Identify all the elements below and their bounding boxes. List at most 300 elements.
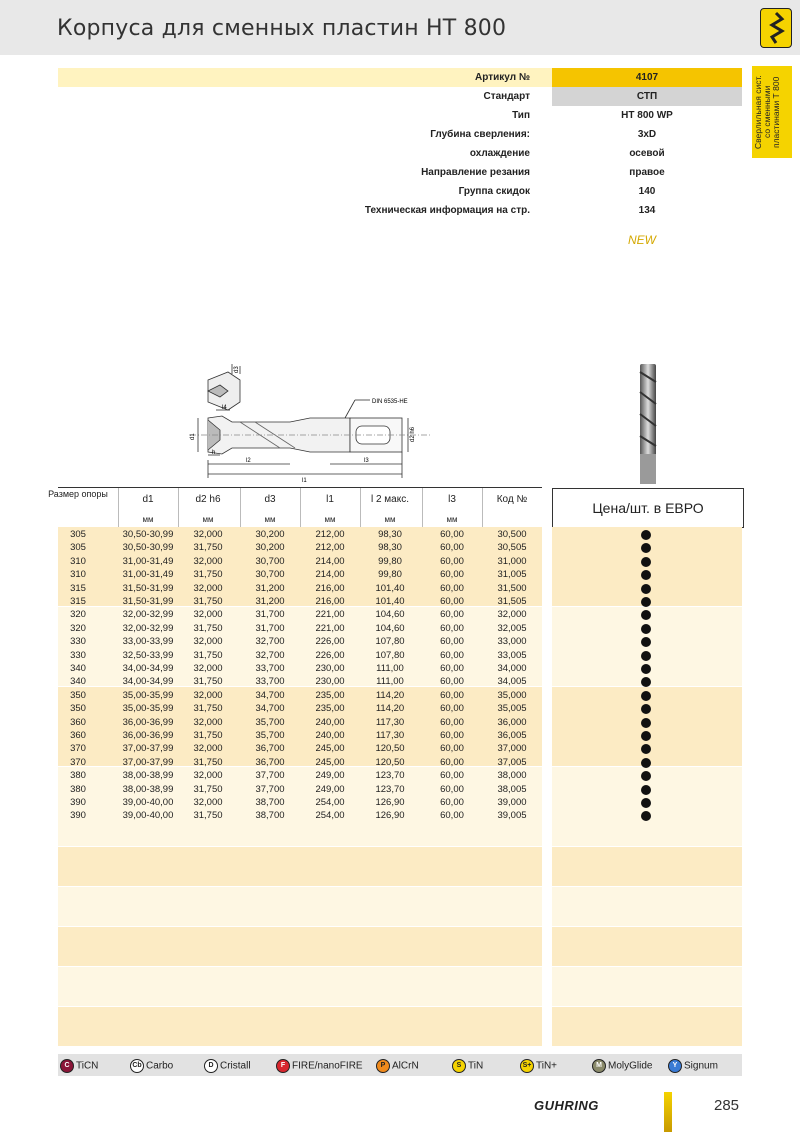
table-cell: 60,00 (440, 770, 464, 782)
availability-dot-icon (641, 530, 651, 540)
coating-symbol-icon: Y (668, 1059, 682, 1073)
table-cell: 315 (70, 582, 86, 594)
table-cell: 107,80 (375, 649, 405, 661)
table-cell: 60,00 (440, 622, 464, 634)
coating-item (376, 1059, 419, 1073)
table-row (58, 595, 542, 608)
table-cell: 126,90 (375, 810, 405, 822)
drill-photo-icon (628, 358, 668, 488)
table-cell: 214,00 (315, 555, 345, 567)
table-cell: 60,00 (440, 716, 464, 728)
table-cell: 330 (70, 636, 86, 648)
table-cell: 31,200 (255, 582, 285, 594)
dim-h: h (212, 450, 216, 456)
column-divider (118, 488, 119, 528)
coating-label: Carbo (146, 1060, 174, 1072)
spec-row (58, 106, 742, 125)
table-cell: 32,000 (193, 770, 223, 782)
table-cell: 120,50 (375, 756, 405, 768)
table-cell: 33,700 (255, 676, 285, 688)
coating-item (668, 1059, 718, 1073)
table-cell: 315 (70, 596, 86, 607)
table-row (58, 783, 542, 796)
table-cell: 30,700 (255, 569, 285, 581)
table-cell: 221,00 (315, 622, 345, 634)
table-cell: 31,750 (193, 542, 223, 554)
table-cell: 32,000 (193, 529, 223, 540)
column-header: d3 (264, 494, 276, 505)
table-cell: 98,30 (378, 529, 402, 540)
table-cell: 320 (70, 609, 86, 621)
spec-label: Группа скидок (458, 186, 530, 197)
table-cell: 114,20 (375, 703, 405, 715)
coating-item (204, 1059, 251, 1073)
side-tab-label: Сверлильная сист. со сменными пластинами Т 800 (753, 75, 781, 149)
table-cell: 38,700 (255, 797, 285, 808)
table-cell: 370 (70, 756, 86, 768)
column-unit: мм (264, 515, 276, 524)
table-cell: 60,00 (440, 542, 464, 554)
coating-label: TiCN (76, 1060, 99, 1072)
column-header: d1 (142, 494, 154, 505)
table-cell: 32,000 (497, 609, 527, 621)
table-row (58, 809, 542, 822)
table-cell: 37,700 (255, 783, 285, 795)
page-title: Корпуса для сменных пластин HT 800 (57, 16, 507, 41)
column-header: l1 (326, 494, 334, 505)
availability-dot-icon (641, 584, 651, 594)
table-cell: 221,00 (315, 609, 345, 621)
coating-item (60, 1059, 98, 1073)
table-cell: 36,005 (497, 730, 527, 741)
table-cell: 101,40 (375, 596, 405, 607)
technical-drawing (180, 360, 440, 485)
table-cell: 32,000 (193, 663, 223, 674)
table-cell: 390 (70, 810, 86, 822)
table-cell: 32,000 (193, 743, 223, 755)
coating-label: Signum (684, 1060, 718, 1072)
table-cell: 31,700 (255, 609, 285, 621)
coating-symbol-icon: C (60, 1059, 74, 1073)
table-cell: 350 (70, 689, 86, 701)
table-cell: 31,000 (497, 555, 527, 567)
spec-row (58, 182, 742, 201)
dim-d2: d2 h6 (410, 426, 416, 442)
table-cell: 30,200 (255, 542, 285, 554)
table-row (58, 796, 542, 809)
row-band (552, 847, 742, 886)
table-cell: 60,00 (440, 797, 464, 808)
spec-row (58, 163, 742, 182)
table-cell: 30,50-30,99 (122, 542, 174, 554)
column-header: Код № (496, 494, 528, 505)
table-cell: 31,005 (497, 569, 527, 581)
table-cell: 32,000 (193, 582, 223, 594)
table-cell: 111,00 (376, 676, 404, 688)
table-cell: 30,50-30,99 (122, 529, 174, 540)
table-cell: 37,00-37,99 (122, 756, 174, 768)
dim-l2: l2 (246, 458, 251, 464)
table-cell: 240,00 (315, 730, 345, 741)
coating-label: TiN (468, 1060, 484, 1072)
column-divider (482, 488, 483, 528)
table-cell: 34,700 (255, 689, 285, 701)
table-cell: 32,700 (255, 649, 285, 661)
table-cell: 350 (70, 703, 86, 715)
dim-d1: d1 (190, 433, 196, 440)
table-cell: 99,80 (378, 555, 402, 567)
table-cell: 120,50 (375, 743, 405, 755)
table-cell: 31,750 (193, 756, 223, 768)
coatings-legend (58, 1054, 742, 1076)
availability-dot-icon (641, 731, 651, 741)
column-divider (178, 488, 179, 528)
table-cell: 126,90 (375, 797, 405, 808)
new-badge: NEW (628, 233, 656, 247)
coating-symbol-icon: M (592, 1059, 606, 1073)
table-cell: 60,00 (440, 730, 464, 741)
drill-logo-icon (760, 8, 792, 48)
table-cell: 34,00-34,99 (122, 663, 174, 674)
page-number: 285 (714, 1097, 740, 1114)
table-cell: 35,700 (255, 730, 285, 741)
table-cell: 38,000 (497, 770, 527, 782)
table-cell: 37,00-37,99 (122, 743, 174, 755)
table-row (58, 689, 542, 702)
row-band (552, 1007, 742, 1046)
table-cell: 370 (70, 743, 86, 755)
table-row (58, 716, 542, 729)
table-cell: 230,00 (315, 676, 345, 688)
table-cell: 226,00 (315, 649, 345, 661)
table-cell: 37,000 (497, 743, 527, 755)
spec-label: Направление резания (421, 167, 530, 178)
table-cell: 33,000 (497, 636, 527, 648)
row-band (58, 887, 542, 926)
availability-dot-icon (641, 651, 651, 661)
table-cell: 305 (70, 529, 86, 540)
table-cell: 32,000 (193, 716, 223, 728)
table-cell: 60,00 (440, 663, 464, 674)
table-row (58, 608, 542, 621)
table-cell: 380 (70, 770, 86, 782)
table-cell: 99,80 (378, 569, 402, 581)
availability-dot-icon (641, 664, 651, 674)
table-cell: 101,40 (375, 582, 405, 594)
table-cell: 60,00 (440, 569, 464, 581)
table-cell: 60,00 (440, 596, 464, 607)
table-cell: 320 (70, 622, 86, 634)
table-cell: 38,005 (497, 783, 527, 795)
table-cell: 31,750 (193, 596, 223, 607)
table-cell: 36,00-36,99 (122, 716, 174, 728)
table-cell: 31,750 (193, 622, 223, 634)
column-header: d2 h6 (195, 494, 221, 505)
table-cell: 31,505 (497, 596, 527, 607)
table-cell: 226,00 (315, 636, 345, 648)
table-row (58, 702, 542, 715)
spec-value: 134 (638, 205, 656, 216)
table-cell: 31,00-31,49 (122, 569, 174, 581)
spec-label: охлаждение (469, 148, 530, 159)
table-cell: 340 (70, 676, 86, 688)
table-cell: 249,00 (315, 783, 345, 795)
table-cell: 117,30 (375, 730, 405, 741)
table-cell: 30,200 (255, 529, 285, 540)
coating-item (520, 1059, 557, 1073)
column-divider (240, 488, 241, 528)
table-cell: 38,00-38,99 (122, 770, 174, 782)
column-unit: мм (324, 515, 336, 524)
table-row (58, 528, 542, 541)
table-cell: 214,00 (315, 569, 345, 581)
table-cell: 60,00 (440, 582, 464, 594)
table-cell: 107,80 (375, 636, 405, 648)
table-cell: 38,00-38,99 (122, 783, 174, 795)
availability-dot-icon (641, 624, 651, 634)
spec-value: HT 800 WP (621, 110, 673, 121)
row-band (552, 927, 742, 966)
table-cell: 39,00-40,00 (122, 810, 174, 822)
spec-label: Стандарт (483, 91, 530, 102)
column-header: l 2 макс. (370, 494, 410, 505)
table-cell: 60,00 (440, 810, 464, 822)
table-cell: 390 (70, 797, 86, 808)
table-row (58, 662, 542, 675)
table-row (58, 729, 542, 742)
table-cell: 60,00 (440, 689, 464, 701)
table-cell: 32,000 (193, 689, 223, 701)
table-cell: 254,00 (315, 810, 345, 822)
coating-label: AlCrN (392, 1060, 419, 1072)
table-cell: 32,00-32,99 (122, 622, 174, 634)
availability-dot-icon (641, 557, 651, 567)
table-cell: 34,00-34,99 (122, 676, 174, 688)
table-cell: 60,00 (440, 703, 464, 715)
table-cell: 31,750 (193, 703, 223, 715)
spec-value: осевой (629, 148, 665, 159)
table-cell: 31,750 (193, 569, 223, 581)
table-cell: 104,60 (375, 622, 405, 634)
column-divider (360, 488, 361, 528)
table-cell: 35,00-35,99 (122, 703, 174, 715)
row-band (58, 1007, 542, 1046)
table-cell: 31,700 (255, 622, 285, 634)
table-cell: 305 (70, 542, 86, 554)
table-cell: 31,50-31,99 (122, 582, 174, 594)
brand-bar (664, 1092, 672, 1132)
column-header: Размер опоры (48, 489, 108, 499)
table-cell: 38,700 (255, 810, 285, 822)
coating-symbol-icon: P (376, 1059, 390, 1073)
coating-item (452, 1059, 483, 1073)
table-cell: 32,000 (193, 636, 223, 648)
table-cell: 60,00 (440, 649, 464, 661)
table-cell: 235,00 (315, 689, 345, 701)
column-divider (300, 488, 301, 528)
table-cell: 35,005 (497, 703, 527, 715)
table-cell: 123,70 (375, 783, 405, 795)
dim-d3: d3 (234, 366, 240, 373)
brand-logo: GUHRING (534, 1098, 599, 1113)
spec-label: Техническая информация на стр. (364, 205, 530, 216)
table-cell: 31,750 (193, 676, 223, 688)
table-row (58, 742, 542, 755)
table-cell: 39,00-40,00 (122, 797, 174, 808)
table-row (58, 555, 542, 568)
spec-label: Артикул № (475, 72, 530, 83)
availability-dot-icon (641, 758, 651, 768)
table-cell: 33,00-33,99 (122, 636, 174, 648)
table-cell: 32,50-33,99 (122, 649, 174, 661)
table-row (58, 649, 542, 662)
coating-label: MolyGlide (608, 1060, 653, 1072)
table-cell: 60,00 (440, 756, 464, 768)
table-cell: 330 (70, 649, 86, 661)
spec-value: 3xD (637, 129, 657, 140)
section-side-tab (752, 66, 792, 158)
column-unit: мм (384, 515, 396, 524)
table-cell: 36,000 (497, 716, 527, 728)
table-cell: 31,750 (193, 783, 223, 795)
table-cell: 60,00 (440, 783, 464, 795)
table-row (58, 635, 542, 648)
table-cell: 34,000 (497, 663, 527, 674)
table-cell: 60,00 (440, 529, 464, 540)
table-cell: 34,005 (497, 676, 527, 688)
table-cell: 114,20 (375, 689, 405, 701)
table-cell: 31,00-31,49 (122, 555, 174, 567)
table-cell: 60,00 (440, 636, 464, 648)
row-band (58, 927, 542, 966)
spec-row (58, 87, 742, 106)
row-band (58, 847, 542, 886)
spec-row (58, 144, 742, 163)
table-row (58, 756, 542, 769)
table-cell: 340 (70, 663, 86, 674)
table-cell: 36,00-36,99 (122, 730, 174, 741)
spec-value: СТП (636, 91, 658, 102)
spec-row (58, 125, 742, 144)
table-cell: 240,00 (315, 716, 345, 728)
spec-label: Глубина сверления: (430, 129, 530, 140)
table-cell: 30,505 (497, 542, 527, 554)
spec-row (58, 68, 742, 87)
table-cell: 32,00-32,99 (122, 609, 174, 621)
table-cell: 31,750 (193, 649, 223, 661)
table-row (58, 541, 542, 554)
spec-value: 140 (638, 186, 656, 197)
table-cell: 104,60 (375, 609, 405, 621)
column-unit: мм (446, 515, 458, 524)
row-band (58, 967, 542, 1006)
coating-symbol-icon: S+ (520, 1059, 534, 1073)
table-cell: 32,000 (193, 797, 223, 808)
table-cell: 33,700 (255, 663, 285, 674)
spec-value: правое (629, 167, 665, 178)
column-divider (422, 488, 423, 528)
table-cell: 37,005 (497, 756, 527, 768)
table-row (58, 675, 542, 688)
spec-label: Тип (512, 110, 530, 121)
table-cell: 32,700 (255, 636, 285, 648)
availability-dot-icon (641, 597, 651, 607)
table-cell: 31,50-31,99 (122, 596, 174, 607)
table-cell: 254,00 (315, 797, 345, 808)
table-cell: 31,200 (255, 596, 285, 607)
table-cell: 245,00 (315, 743, 345, 755)
coating-item (592, 1059, 652, 1073)
table-cell: 60,00 (440, 609, 464, 621)
table-cell: 245,00 (315, 756, 345, 768)
table-cell: 34,700 (255, 703, 285, 715)
table-row (58, 769, 542, 782)
table-cell: 380 (70, 783, 86, 795)
column-header: l3 (448, 494, 456, 505)
availability-dot-icon (641, 691, 651, 701)
table-cell: 235,00 (315, 703, 345, 715)
price-header: Цена/шт. в ЕВРО (552, 488, 744, 528)
coating-item (130, 1059, 173, 1073)
table-cell: 249,00 (315, 770, 345, 782)
coating-label: FIRE/nanoFIRE (292, 1060, 363, 1072)
table-cell: 98,30 (378, 542, 402, 554)
row-band (552, 887, 742, 926)
table-cell: 36,700 (255, 756, 285, 768)
spec-row (58, 201, 742, 220)
table-row (58, 622, 542, 635)
column-unit: мм (142, 515, 154, 524)
table-cell: 37,700 (255, 770, 285, 782)
table-cell: 39,000 (497, 797, 527, 808)
table-row (58, 568, 542, 581)
table-cell: 111,00 (376, 663, 404, 674)
table-cell: 360 (70, 716, 86, 728)
availability-dot-icon (641, 798, 651, 808)
din-label: DIN 6535-HE (372, 399, 408, 405)
table-cell: 31,750 (193, 730, 223, 741)
table-cell: 31,500 (497, 582, 527, 594)
table-cell: 35,700 (255, 716, 285, 728)
table-cell: 212,00 (315, 542, 345, 554)
spec-value: 4107 (635, 72, 659, 83)
table-cell: 60,00 (440, 555, 464, 567)
table-cell: 212,00 (315, 529, 345, 540)
table-header (48, 487, 542, 529)
row-band (552, 967, 742, 1006)
table-row (58, 582, 542, 595)
availability-dot-icon (641, 785, 651, 795)
table-cell: 123,70 (375, 770, 405, 782)
table-cell: 31,750 (193, 810, 223, 822)
table-cell: 30,700 (255, 555, 285, 567)
table-cell: 360 (70, 730, 86, 741)
table-cell: 33,005 (497, 649, 527, 661)
coating-symbol-icon: Cb (130, 1059, 144, 1073)
table-cell: 30,500 (497, 529, 527, 540)
dim-l1: l1 (302, 478, 307, 484)
table-cell: 310 (70, 555, 86, 567)
table-cell: 32,000 (193, 555, 223, 567)
coating-label: Cristall (220, 1060, 251, 1072)
coating-symbol-icon: D (204, 1059, 218, 1073)
column-unit: мм (202, 515, 214, 524)
table-cell: 117,30 (375, 716, 405, 728)
table-cell: 216,00 (315, 596, 345, 607)
table-cell: 230,00 (315, 663, 345, 674)
table-cell: 216,00 (315, 582, 345, 594)
table-cell: 36,700 (255, 743, 285, 755)
